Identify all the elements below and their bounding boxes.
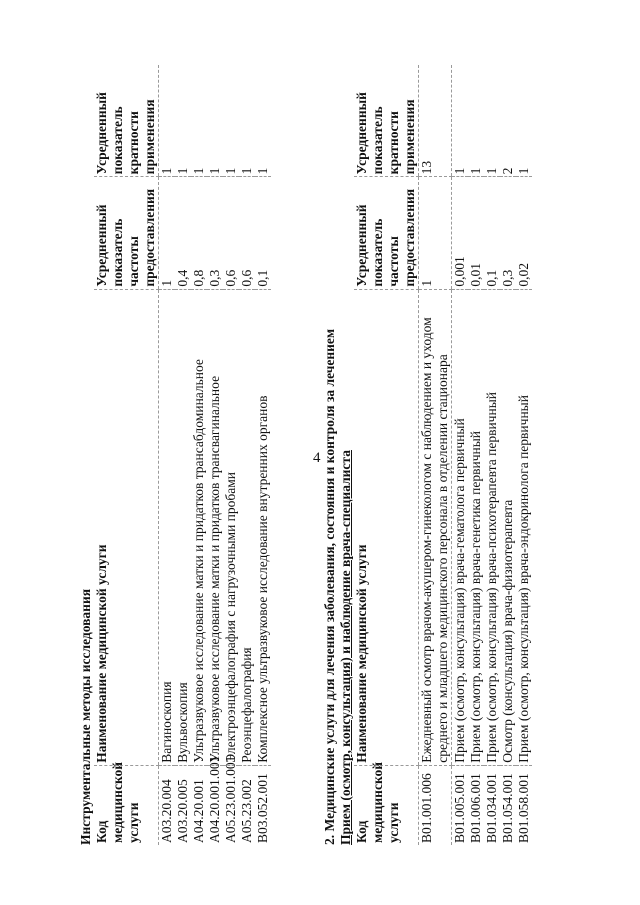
table-row <box>175 65 191 845</box>
cell-code: B01.006.001 <box>468 773 483 843</box>
cell-code: A05.23.001.001 <box>223 755 238 843</box>
table-header-row <box>94 65 159 845</box>
cell-code: A04.20.001 <box>191 779 206 843</box>
page-number: 4 <box>313 450 321 466</box>
table-row <box>255 65 271 845</box>
cell-multiplicity: 1 <box>159 65 176 177</box>
cell-code: B01.034.001 <box>484 773 499 843</box>
section-title: Инструментальные методы исследования <box>78 588 93 845</box>
table-row <box>207 65 223 845</box>
table-row <box>419 65 452 845</box>
cell-multiplicity: 1 <box>484 65 500 177</box>
cell-code: A03.20.005 <box>175 779 190 843</box>
header-multiplicity: Усредненный показатель кратности применения <box>354 65 419 177</box>
table-row <box>500 65 516 845</box>
table-row <box>484 65 500 845</box>
cell-multiplicity: 1 <box>175 65 191 177</box>
cell-code: B03.052.001 <box>255 773 270 843</box>
table-row <box>452 65 469 845</box>
table-row <box>223 65 239 845</box>
cell-name: Ультразвуковое исследование матки и придатков трансвагинальное <box>207 289 223 765</box>
header-name: Наименование медицинской услуги <box>94 289 159 765</box>
cell-multiplicity: 13 <box>419 65 452 177</box>
cell-name: Ежедневный осмотр врачом-акушером-гинекологом с наблюдением и уходом среднего и младшего медицинского персонала в отделении стационара <box>419 289 452 765</box>
cell-multiplicity: 1 <box>191 65 207 177</box>
header-multiplicity: Усредненный показатель кратности применения <box>94 65 159 177</box>
cell-frequency: 0,3 <box>207 177 223 289</box>
cell-frequency: 0,1 <box>484 177 500 289</box>
table-row <box>516 65 532 845</box>
cell-name: Комплексное ультразвуковое исследование внутренних органов <box>255 289 271 765</box>
table-row <box>159 65 176 845</box>
cell-frequency: 0,3 <box>500 177 516 289</box>
table-header-row <box>354 65 419 845</box>
table-row <box>468 65 484 845</box>
cell-multiplicity: 1 <box>207 65 223 177</box>
treatment-services-section <box>322 65 532 845</box>
cell-name: Вульвоскопия <box>175 289 191 765</box>
cell-name: Вагиноскопия <box>159 289 176 765</box>
cell-name: Реоэнцефалография <box>239 289 255 765</box>
section-title: 2. Медицинские услуги для лечения заболевания, состояния и контроля за лечением <box>322 328 337 845</box>
table-row <box>239 65 255 845</box>
cell-multiplicity: 1 <box>239 65 255 177</box>
cell-frequency: 0,1 <box>255 177 271 289</box>
cell-frequency: 1 <box>419 177 452 289</box>
cell-name: Ультразвуковое исследование матки и придатков трансабдоминальное <box>191 289 207 765</box>
cell-multiplicity: 1 <box>468 65 484 177</box>
cell-frequency: 0,6 <box>223 177 239 289</box>
header-name: Наименование медицинской услуги <box>354 289 419 765</box>
cell-frequency: 1 <box>159 177 176 289</box>
table-row <box>191 65 207 845</box>
instrumental-methods-table <box>94 65 271 845</box>
cell-name: Прием (осмотр, консультация) врача-психотерапевта первичный <box>484 289 500 765</box>
cell-multiplicity: 1 <box>516 65 532 177</box>
header-frequency: Усредненный показатель частоты предоставления <box>354 177 419 289</box>
instrumental-methods-section <box>78 65 271 845</box>
cell-code: B01.005.001 <box>452 765 469 845</box>
header-code: Код медицинской услуги <box>354 761 401 843</box>
cell-code: A03.20.004 <box>159 765 176 845</box>
cell-frequency: 0,01 <box>468 177 484 289</box>
cell-frequency: 0,02 <box>516 177 532 289</box>
cell-multiplicity: 2 <box>500 65 516 177</box>
cell-code: B01.054.001 <box>500 773 515 843</box>
cell-code: B01.058.001 <box>516 773 531 843</box>
cell-multiplicity: 1 <box>255 65 271 177</box>
cell-name: Прием (осмотр, консультация) врача-генетика первичный <box>468 289 484 765</box>
cell-name: Прием (осмотр, консультация) врача-гематолога первичный <box>452 289 469 765</box>
cell-frequency: 0,6 <box>239 177 255 289</box>
cell-code: B01.001.006 <box>419 765 452 845</box>
cell-multiplicity: 1 <box>223 65 239 177</box>
cell-code: A05.23.002 <box>239 779 254 843</box>
cell-name: Прием (осмотр, консультация) врача-эндокринолога первичный <box>516 289 532 765</box>
cell-name: Электроэнцефалография с нагрузочными пробами <box>223 289 239 765</box>
header-frequency: Усредненный показатель частоты предоставления <box>94 177 159 289</box>
cell-frequency: 0,001 <box>452 177 469 289</box>
cell-frequency: 0,8 <box>191 177 207 289</box>
cell-name: Осмотр (консультация) врача-физиотерапевта <box>500 289 516 765</box>
header-code: Код медицинской услуги <box>94 761 141 843</box>
subsection-title: Прием (осмотр, консультация) и наблюдение врача-специалиста <box>338 450 353 845</box>
cell-frequency: 0,4 <box>175 177 191 289</box>
cell-code: A04.20.001.001 <box>207 755 222 843</box>
cell-multiplicity: 1 <box>452 65 469 177</box>
specialist-consultations-table <box>354 65 532 845</box>
